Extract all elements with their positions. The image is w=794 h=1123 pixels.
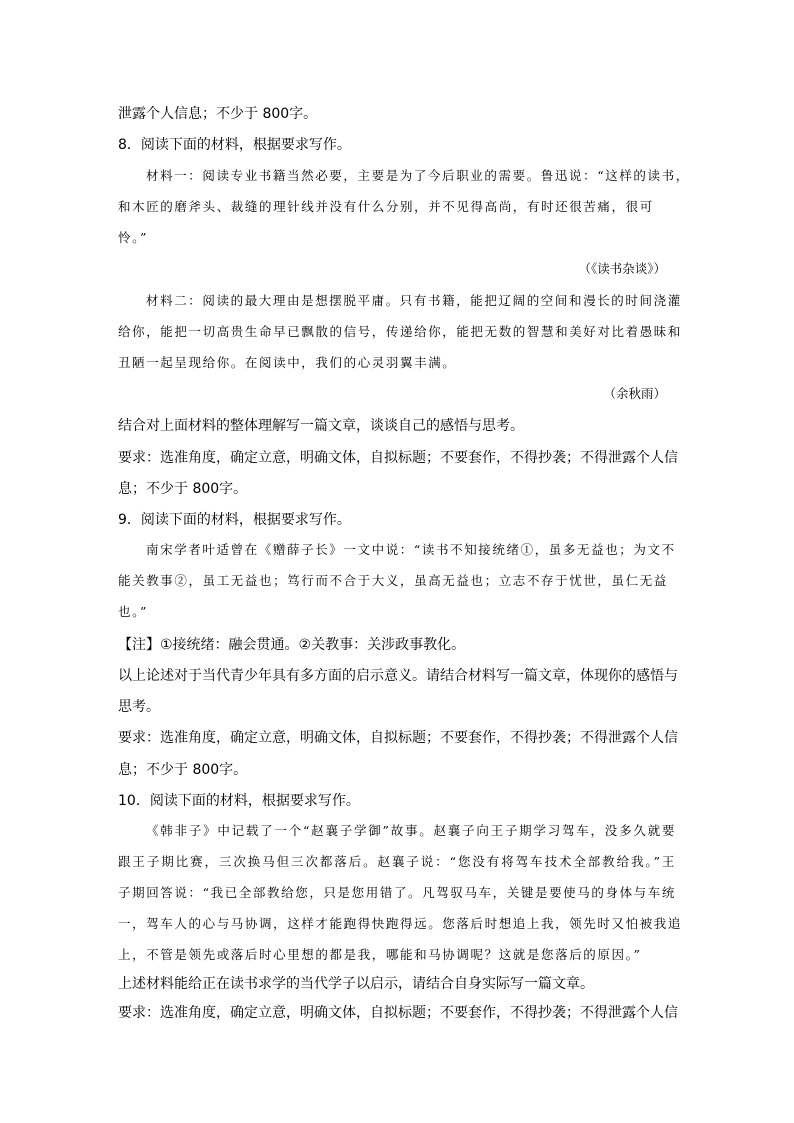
q9-material-line: 南宋学者叶适曾在《赠薛子长》一文中说：“读书不知接统绪①，虽多无益也；为文不 <box>146 542 676 557</box>
q8-material-1-line: 怜。” <box>118 230 148 245</box>
q9-requirement-line: 要求：选准角度，确定立意，明确文体，自拟标题；不要套作，不得抄袭；不得泄露个人信 <box>118 730 678 746</box>
q10-task: 上述材料能给正在读书求学的当代学子以启示，请结合自身实际写一篇文章。 <box>118 976 594 992</box>
q10-material-line: 子期回答说：“我已全部教给您，只是您用错了。凡驾驭马车，关键是要使马的身体与车统 <box>118 885 676 900</box>
q10-requirement-line: 要求：选准角度，确定立意，明确文体，自拟标题；不要套作，不得抄袭；不得泄露个人信 <box>118 1005 678 1021</box>
continued-requirement: 泄露个人信息；不少于 800字。 <box>118 106 318 122</box>
q8-material-2-line: 丑陋一起呈现给你。在阅读中，我们的心灵羽翼丰满。 <box>118 355 457 370</box>
q8-task: 结合对上面材料的整体理解写一篇文章，谈谈自己的感悟与思考。 <box>118 418 524 434</box>
q9-task-line: 以上论述对于当代青少年具有多方面的启示意义。请结合材料写一篇文章，体现你的感悟与 <box>118 668 678 684</box>
q10-material-line: 跟王子期比赛，三次换马但三次都落后。赵襄子说：“您没有将驾车技术全部教给我。”王 <box>118 854 676 869</box>
q10-material-line: 《韩非子》中记载了一个“赵襄子学御”故事。赵襄子向王子期学习驾车，没多久就要 <box>146 823 676 838</box>
q9-requirement-line: 息；不少于 800字。 <box>118 762 248 778</box>
q9-task-line: 思考。 <box>118 699 160 715</box>
q9-note: 【注】①接统绪：融会贯通。②关教事：关涉政事教化。 <box>118 637 466 653</box>
question-9-prompt: 9．阅读下面的材料，根据要求写作。 <box>118 512 351 528</box>
q8-material-2-source: （余秋雨） <box>603 386 666 401</box>
question-8-prompt: 8．阅读下面的材料，根据要求写作。 <box>118 137 351 153</box>
q9-material-line: 能关教事②，虽工无益也；笃行而不合于大义，虽高无益也；立志不存于忧世，虽仁无益 <box>118 573 668 588</box>
q8-material-1-line: 和木匠的磨斧头、裁缝的理针线并没有什么分别，并不见得高尚，有时还很苦痛，很可 <box>118 199 654 214</box>
q8-material-1-source: （《读书杂谈》） <box>578 261 666 276</box>
q10-material-line: 一，驾车人的心与马协调，这样才能跑得快跑得远。您落后时想追上我，领先时又怕被我追 <box>118 916 683 931</box>
q8-material-2-line: 材料二：阅读的最大理由是想摆脱平庸。只有书籍，能把辽阔的空间和漫长的时间浇灌 <box>146 293 682 308</box>
question-10-prompt: 10．阅读下面的材料，根据要求写作。 <box>118 793 360 809</box>
q8-requirement-line: 要求：选准角度，确定立意，明确文体，自拟标题；不要套作，不得抄袭；不得泄露个人信 <box>118 450 678 466</box>
q10-material-line: 上，不管是领先或落后时心里想的都是我，哪能和马协调呢？这就是您落后的原因。” <box>118 947 642 962</box>
q9-material-line: 也。” <box>118 604 148 619</box>
q8-requirement-line: 息；不少于 800字。 <box>118 481 248 497</box>
q8-material-1-line: 材料一：阅读专业书籍当然必要，主要是为了今后职业的需要。鲁迅说：“这样的读书， <box>146 168 690 183</box>
q8-material-2-line: 给你，能把一切高贵生命早已飘散的信号，传递给你，能把无数的智慧和美好对比着愚昧和 <box>118 324 683 339</box>
